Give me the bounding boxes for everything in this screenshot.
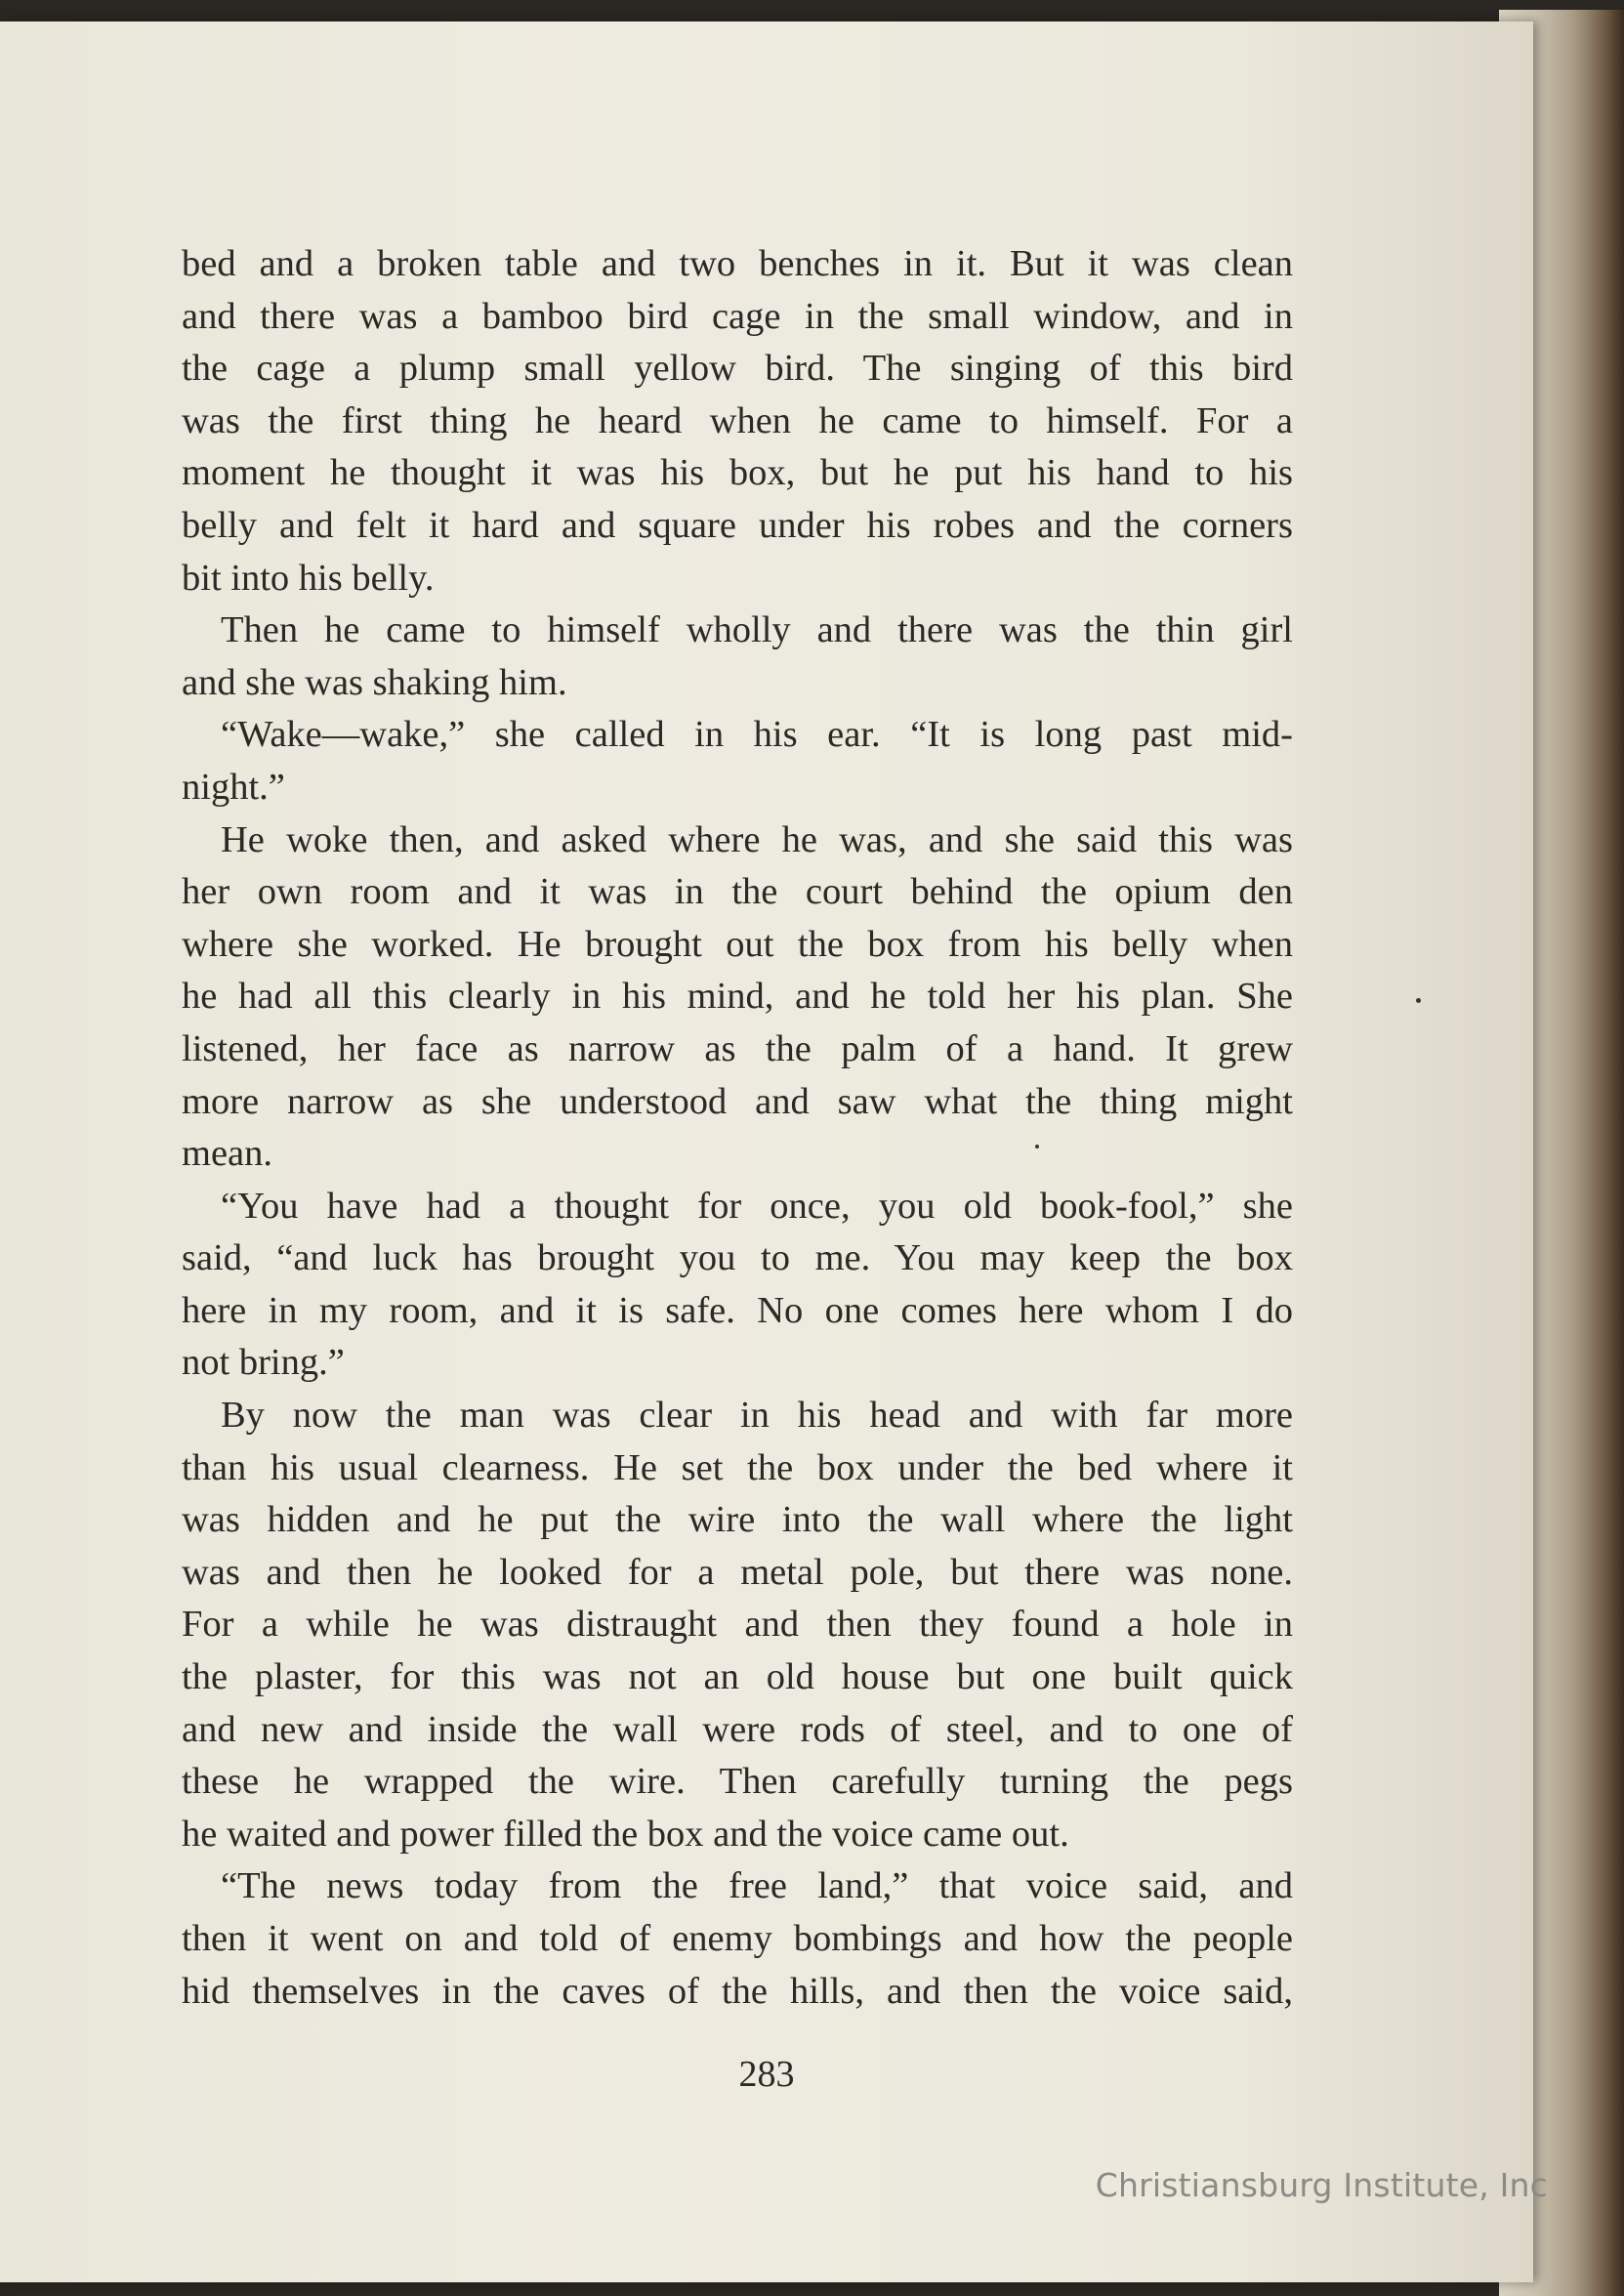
text-line: belly and felt it hard and square under his robes and the corners: [182, 504, 1293, 546]
text-line: “The news today from the free land,” that voice said, and: [221, 1865, 1293, 1907]
text-line: these he wrapped the wire. Then carefully turning the pegs: [182, 1761, 1293, 1803]
text-line: hid themselves in the caves of the hills, and then the voice said,: [182, 1970, 1293, 2012]
paper-speck: [1416, 998, 1421, 1003]
text-line: more narrow as she understood and saw what the thing might: [182, 1080, 1293, 1122]
text-line: For a while he was distraught and then they found a hole in: [182, 1604, 1293, 1646]
text-line: By now the man was clear in his head and with far more: [221, 1395, 1293, 1437]
text-line: where she worked. He brought out the box from his belly when: [182, 923, 1293, 965]
book-page: [0, 21, 1533, 2282]
text-line: here in my room, and it is safe. No one comes here whom I do: [182, 1289, 1293, 1331]
text-line: and new and inside the wall were rods of steel, and to one of: [182, 1708, 1293, 1750]
paper-speck: [1035, 1145, 1039, 1148]
text-line: was hidden and he put the wire into the wall where the light: [182, 1499, 1293, 1541]
text-line: and there was a bamboo bird cage in the small window, and in: [182, 295, 1293, 337]
text-line: was and then he looked for a metal pole, but there was none.: [182, 1551, 1293, 1593]
text-line: listened, her face as narrow as the palm of a hand. It grew: [182, 1027, 1293, 1069]
text-line: then it went on and told of enemy bombings and how the people: [182, 1918, 1293, 1959]
text-line: and she was shaking him.: [182, 661, 567, 703]
text-line: bit into his belly.: [182, 557, 435, 599]
text-line: “You have had a thought for once, you old book-fool,” she: [221, 1185, 1293, 1227]
watermark: Christiansburg Institute, Inc: [1095, 2166, 1548, 2204]
text-line: He woke then, and asked where he was, and she said this was: [221, 818, 1293, 860]
text-line: moment he thought it was his box, but he put his hand to his: [182, 452, 1293, 494]
text-line: night.”: [182, 766, 285, 808]
text-line: he waited and power filled the box and the voice came out.: [182, 1813, 1069, 1855]
text-line: than his usual clearness. He set the box under the bed where it: [182, 1446, 1293, 1488]
text-line: the plaster, for this was not an old house but one built quick: [182, 1656, 1293, 1698]
body-text: [182, 238, 1293, 2018]
text-line: her own room and it was in the court behind the opium den: [182, 871, 1293, 913]
text-line: “Wake—wake,” she called in his ear. “It is long past mid-: [221, 714, 1293, 756]
text-line: not bring.”: [182, 1342, 345, 1384]
text-line: he had all this clearly in his mind, and he told her his plan. She: [182, 976, 1293, 1018]
text-line: mean.: [182, 1133, 272, 1175]
text-line: was the first thing he heard when he came to himself. For a: [182, 399, 1293, 441]
text-line: bed and a broken table and two benches in it. But it was clean: [182, 243, 1293, 284]
text-line: the cage a plump small yellow bird. The singing of this bird: [182, 348, 1293, 390]
text-line: said, “and luck has brought you to me. You may keep the box: [182, 1237, 1293, 1279]
page-number: 283: [738, 2054, 795, 2095]
text-line: Then he came to himself wholly and there was the thin girl: [221, 609, 1293, 651]
